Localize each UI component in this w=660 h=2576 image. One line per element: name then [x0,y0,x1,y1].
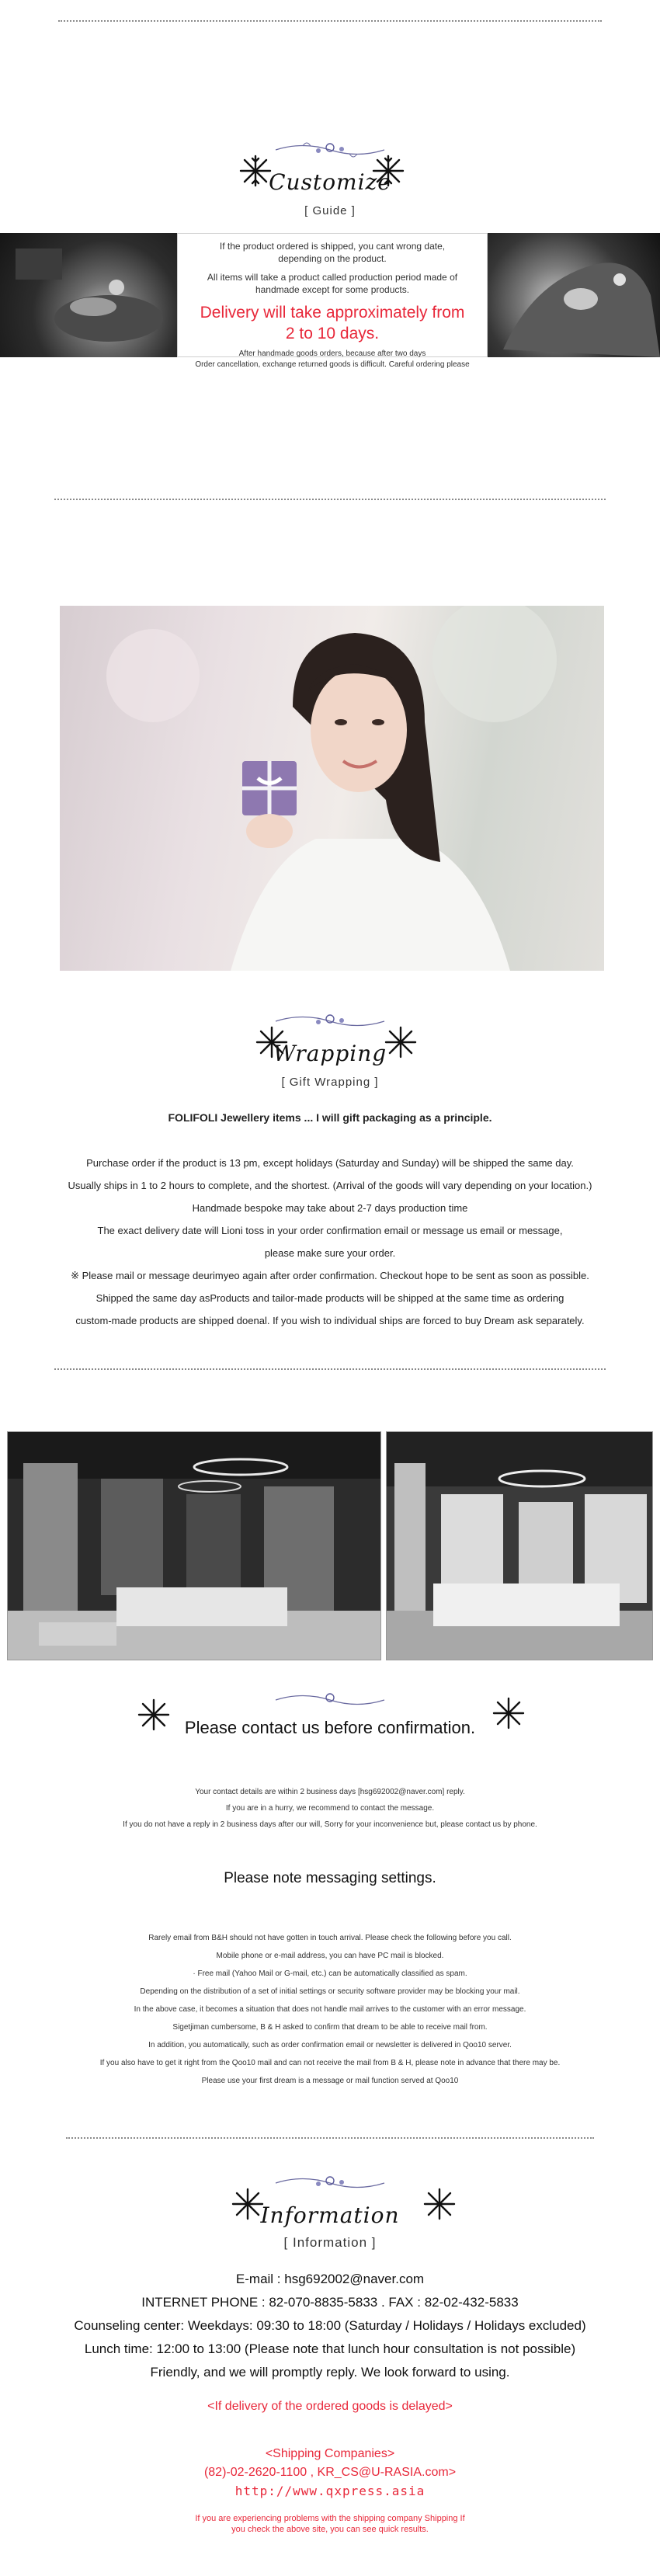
messaging-line: · Free mail (Yahoo Mail or G-mail, etc.) can be automatically classified as spam. [193,1969,467,1978]
wrapping-subtitle: [ Gift Wrapping ] [281,1076,379,1089]
customize-title: Customize [269,169,391,195]
shipping-footnote [0,2513,660,2535]
delay-heading: <If delivery of the ordered goods is delayed> [207,2400,453,2413]
ornament-flourish-icon [272,1688,388,1712]
delivery-time-notice: Delivery will take approximately from [200,304,465,322]
messaging-line: In the above case, it becomes a situation that does not handle mail arrives to the customer with an error message. [134,2005,526,2014]
shipping-contact: (82)-02-2620-1100 , KR_CS@U-RASIA.com> [203,2466,457,2479]
divider-4 [66,2137,594,2139]
ornament-flourish-icon [272,1010,388,1033]
footnote-line-1: If you are experiencing problems with the shipping company Shipping If [195,2514,465,2523]
information-title: Information [260,2202,400,2228]
divider-3 [54,1368,606,1370]
jewelry-crafting-photo-right [488,233,660,357]
wrapping-line: Handmade bespoke may take about 2-7 days production time [192,1202,468,1214]
shipping-title: <Shipping Companies> [265,2447,395,2460]
contact-line: If you are in a hurry, we recommend to contact the message. [225,1804,435,1813]
contact-line: If you do not have a reply in 2 business days after our will, Sorry for your inconvenience but, please contact us by phone. [123,1820,537,1829]
information-subtitle: [ Information ] [283,2235,377,2250]
guide-line-4: handmade except for some products. [255,284,410,295]
email-address: E-mail : hsg692002@naver.com [235,2272,425,2286]
wrapping-title: Wrapping [273,1041,387,1066]
guide-line-3: All items will take a product called production period made of [207,272,458,283]
wrapping-line: please make sure your order. [264,1247,396,1259]
guide-line-2: depending on the product. [278,253,387,264]
messaging-title: Please note messaging settings. [224,1870,436,1886]
ornament-flourish-icon [272,2171,388,2195]
lunch-hours: Lunch time: 12:00 to 13:00 (Please note that lunch hour consultation is not possible) [84,2341,576,2356]
wrapping-line: ※ Please mail or message deurimyeo again after order confirmation. Checkout hope to be sent as soon as possible. [71,1270,589,1281]
wrapping-line: Usually ships in 1 to 2 hours to complete, and the shortest. (Arrival of the goods will vary depending on your location.) [68,1180,592,1191]
contact-heading [0,1688,660,1743]
messaging-line: Rarely email from B&H should not have gotten in touch arrival. Please check the following before you call. [148,1934,512,1942]
wrapping-line: Shipped the same day asProducts and tailor-made products will be shipped at the same time as ordering [96,1292,564,1304]
messaging-line: Mobile phone or e-mail address, you can have PC mail is blocked. [216,1952,444,1960]
model-with-gift-box-photo [60,606,604,971]
guide-subtitle: [ Guide ] [304,204,356,217]
wrapping-line: The exact delivery date will Lioni toss in your order confirmation email or message us email or message, [97,1225,563,1236]
footnote-line-2: you check the above site, you can see quick results. [231,2525,429,2534]
delay-notice [0,2400,660,2414]
divider-2 [54,499,606,500]
contact-details [0,1784,660,1833]
phone-fax: INTERNET PHONE : 82-070-8835-5833 . FAX : 82-02-432-5833 [141,2295,519,2310]
messaging-line: Sigetjiman cumbersome, B & H asked to confirm that dream to be able to receive mail from. [172,2023,488,2032]
messaging-details [0,1929,660,2090]
friendly-note: Friendly, and we will promptly reply. We look forward to using. [150,2365,510,2380]
guide-small-1: After handmade goods orders, because after two days [238,349,426,358]
customize-heading [0,138,660,224]
information-heading [0,2171,660,2257]
wrapping-line: custom-made products are shipped doenal. If you wish to individual ships are forced to buy Dream ask separately. [75,1315,585,1326]
wrapping-heading [0,1010,660,1095]
shipping-block [0,2445,660,2501]
contact-info-block [0,2268,660,2384]
contact-line: Your contact details are within 2 business days [hsg692002@naver.com] reply. [195,1788,465,1796]
counseling-hours: Counseling center: Weekdays: 09:30 to 18:00 (Saturday / Holidays / Holidays excluded) [74,2318,586,2333]
messaging-line: Depending on the distribution of a set of initial settings or security software provider may be blocking your mail. [140,1987,520,1996]
contact-title: Please contact us before confirmation. [184,1718,476,1737]
guide-line-1: If the product ordered is shipped, you cant wrong date, [219,241,446,252]
messaging-line: In addition, you automatically, such as order confirmation email or newsletter is delivered in Qoo10 server. [148,2041,512,2049]
messaging-line: If you also have to get it right from the Qoo10 mail and can not receive the mail from B & H, please note in advance that there may be. [99,2059,561,2067]
store-interior-photo-left [7,1431,381,1660]
jewelry-crafting-photo-left [0,233,177,357]
guide-banner [0,233,660,369]
shipping-url-link[interactable]: http://www.qxpress.asia [234,2484,426,2498]
guide-notice-box [177,233,488,369]
delivery-days-notice: 2 to 10 days. [285,325,380,342]
wrapping-line: Purchase order if the product is 13 pm, except holidays (Saturday and Sunday) will be shipped the same day. [86,1157,574,1169]
wrapping-details [0,1152,660,1332]
wrapping-intro: FOLIFOLI Jewellery items ... I will gift packaging as a principle. [168,1111,492,1124]
store-interior-photo-right [386,1431,653,1660]
divider-top [58,20,602,22]
guide-small-2: Order cancellation, exchange returned goods is difficult. Careful ordering please [195,360,470,369]
messaging-line: Please use your first dream is a message or mail function served at Qoo10 [201,2077,459,2085]
